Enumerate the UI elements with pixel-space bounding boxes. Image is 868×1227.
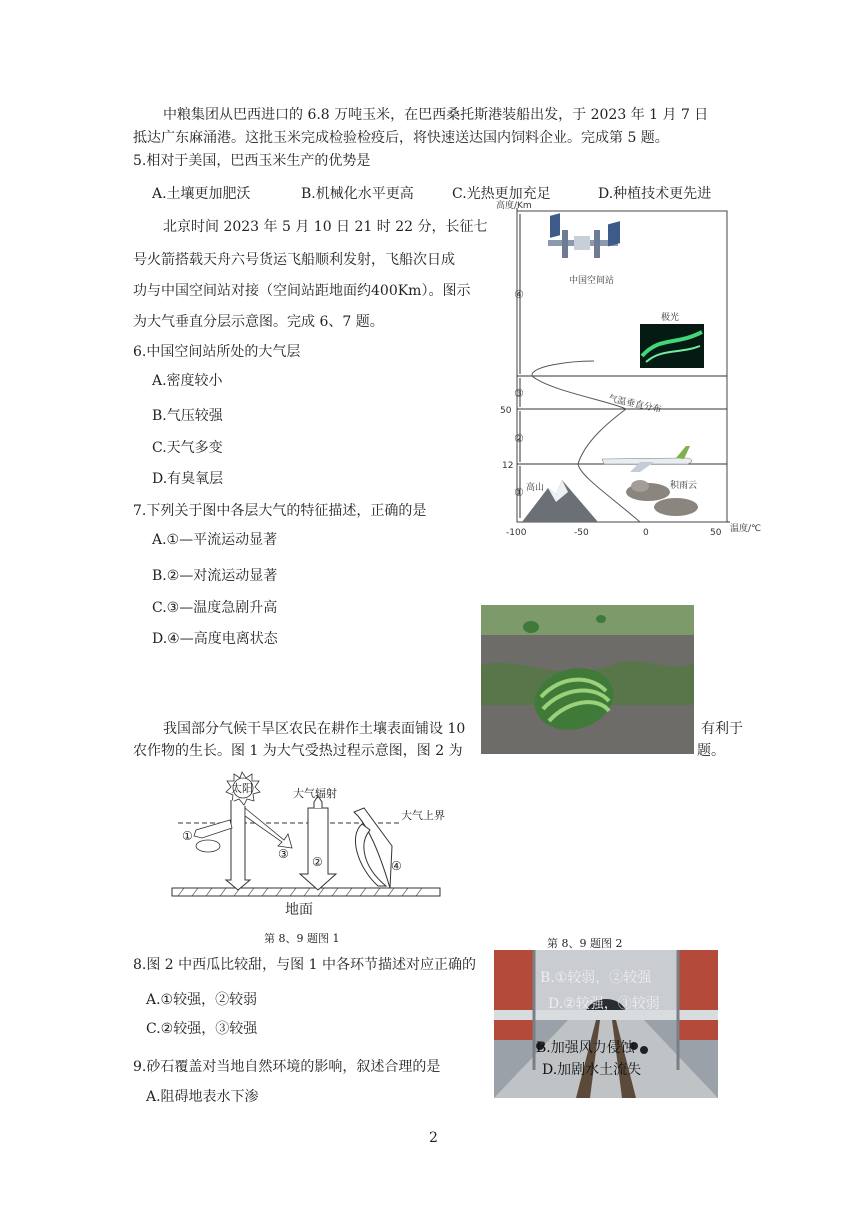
- airplane-icon: [602, 446, 692, 472]
- layer-4-label: ④: [514, 288, 524, 301]
- q6-option-b: B.气压较强: [152, 408, 223, 424]
- intro2-line4: 为大气垂直分层示意图。完成 6、7 题。: [133, 314, 384, 330]
- intro3-line2-end: 题。: [697, 743, 725, 759]
- sun-label: 太阳: [231, 782, 253, 795]
- fig1-label-3: ③: [278, 847, 289, 861]
- intro3-line1-end: 有利于: [701, 721, 743, 737]
- atmospheric-heating-diagram: [168, 768, 468, 900]
- layer-2-label: ②: [514, 432, 524, 445]
- x-tick-0: 0: [643, 528, 649, 538]
- y-tick-50: 50: [500, 406, 512, 416]
- q7-option-a: A.①—平流运动显著: [152, 532, 278, 548]
- intro2-line2: 号火箭搭载天舟六号货运飞船顺利发射，飞船次日成: [133, 252, 455, 268]
- q5-option-b: B.机械化水平更高: [301, 186, 414, 202]
- q6-option-c: C.天气多变: [152, 440, 223, 456]
- q8-option-d-partial: D.②较强，③较弱: [548, 996, 660, 1012]
- layer-3-label: ③: [514, 387, 524, 400]
- q8-option-a: A.①较强，②较弱: [146, 992, 258, 1008]
- q7-option-b: B.②—对流运动显著: [152, 568, 278, 584]
- curve-label: 气温垂直分布: [607, 394, 663, 416]
- question-5-stem: 5.相对于美国，巴西玉米生产的优势是: [133, 153, 371, 169]
- fig1-label-2: ②: [312, 855, 323, 869]
- intro1-line1: 中粮集团从巴西进口的 6.8 万吨玉米，在巴西桑托斯港装船出发，于 2023 年 1 月 7 日: [163, 107, 709, 123]
- space-station-icon: [548, 213, 620, 258]
- figure-1-caption: 第 8、9 题图 1: [264, 932, 340, 945]
- q5-option-a: A.土壤更加肥沃: [152, 186, 251, 202]
- q6-option-a: A.密度较小: [152, 373, 223, 389]
- q9-option-d: D.加剧水土流失: [542, 1062, 642, 1078]
- intro2-line3: 功与中国空间站对接（空间站距地面约400Km）。图示: [133, 283, 471, 299]
- q9-option-b-partial: B.加强风力侵蚀: [536, 1040, 635, 1056]
- intro2-line1: 北京时间 2023 年 5 月 10 日 21 时 22 分，长征七: [163, 219, 488, 235]
- y-axis-label: 高度/Km: [496, 201, 532, 211]
- layer-1-label: ①: [514, 486, 524, 499]
- x-tick-50: 50: [710, 528, 722, 538]
- question-6-stem: 6.中国空间站所处的大气层: [133, 344, 301, 360]
- fig1-label-4: ④: [391, 859, 402, 873]
- intro3-line2: 农作物的生长。图 1 为大气受热过程示意图，图 2 为: [133, 743, 463, 759]
- upper-boundary-label: 大气上界: [401, 809, 445, 822]
- aurora-image: [640, 324, 704, 368]
- x-axis-label: 温度/℃: [730, 524, 762, 534]
- q7-option-c: C.③—温度急剧升高: [152, 600, 278, 616]
- q5-option-c: C.光热更加充足: [452, 186, 551, 202]
- q5-option-d: D.种植技术更先进: [598, 186, 712, 202]
- q7-option-d: D.④—高度电离状态: [152, 631, 278, 647]
- question-7-stem: 7.下列关于图中各层大气的特征描述，正确的是: [133, 503, 427, 519]
- mountain-label: 高山: [526, 483, 545, 493]
- q9-option-a: A.阻碍地表水下渗: [146, 1089, 259, 1105]
- x-tick-minus50: -50: [574, 528, 589, 538]
- y-tick-12: 12: [502, 461, 514, 471]
- page-number: 2: [429, 1130, 438, 1146]
- intro3-line1: 我国部分气候干旱区农民在耕作土壤表面铺设 10: [163, 721, 466, 737]
- cloud-icon: [196, 840, 220, 852]
- q8-option-c: C.②较强，③较强: [146, 1021, 258, 1037]
- atmospheric-radiation-label: 大气辐射: [293, 787, 337, 800]
- station-label: 中国空间站: [569, 276, 615, 286]
- q8-option-b-partial: B.①较弱，②较强: [540, 970, 652, 986]
- railway-tunnel-photo: [494, 950, 718, 1098]
- fig1-label-1: ①: [182, 829, 193, 843]
- intro1-line2: 抵达广东麻涌港。这批玉米完成检验检疫后，将快速送达国内饲料企业。完成第 5 题。: [133, 130, 669, 146]
- x-tick-minus100: -100: [506, 528, 527, 538]
- q6-option-d: D.有臭氧层: [152, 471, 224, 487]
- figure-2-caption: 第 8、9 题图 2: [547, 937, 623, 950]
- ground-label: 地面: [285, 902, 313, 918]
- atmosphere-layers-diagram: [490, 196, 780, 538]
- cloud-label: 积雨云: [670, 481, 698, 491]
- aurora-label: 极光: [661, 313, 680, 323]
- question-9-stem: 9.砂石覆盖对当地自然环境的影响，叙述合理的是: [133, 1059, 441, 1075]
- watermelon-photo: [481, 605, 694, 754]
- question-8-stem: 8.图 2 中西瓜比较甜，与图 1 中各环节描述对应正确的: [133, 957, 476, 973]
